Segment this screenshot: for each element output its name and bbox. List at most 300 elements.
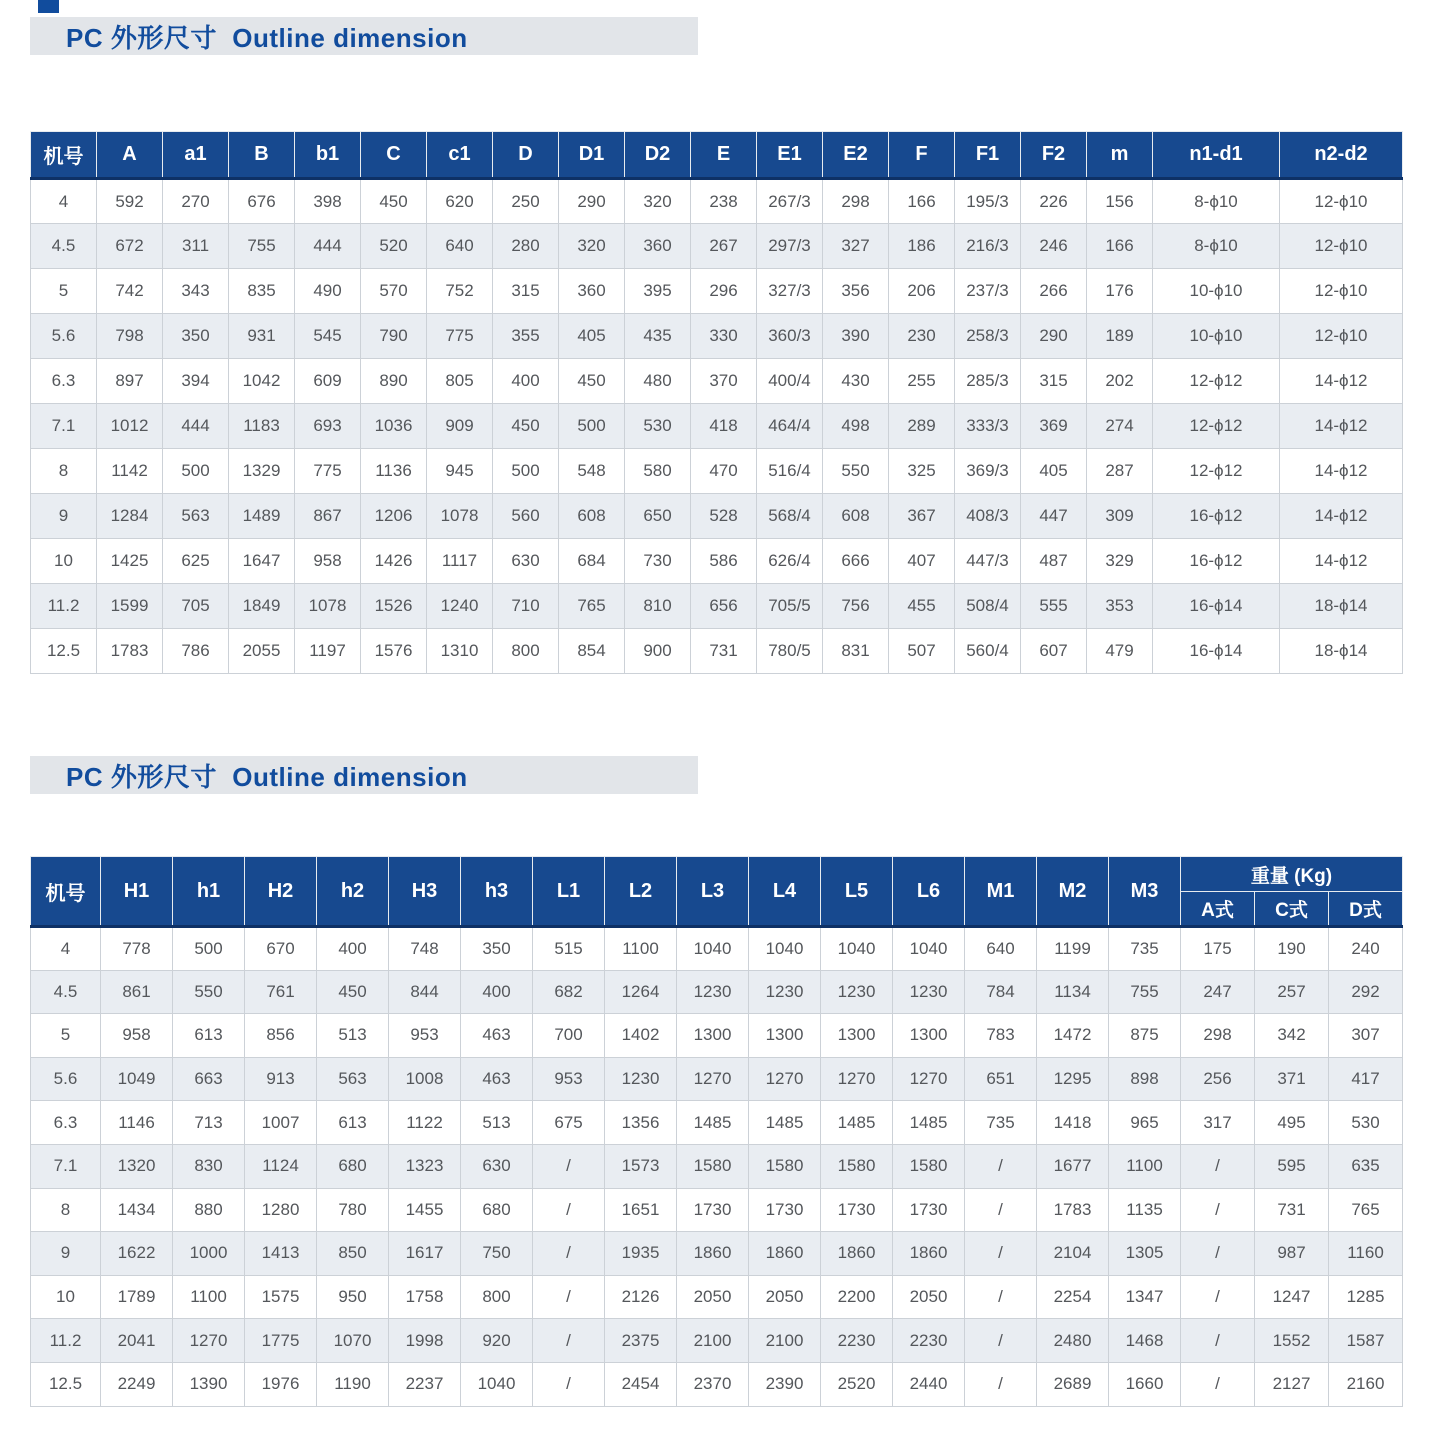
table-cell: 1230 <box>677 970 749 1014</box>
table-cell: 1100 <box>173 1275 245 1319</box>
table-cell: 342 <box>1255 1014 1329 1058</box>
table-cell: 1042 <box>229 359 295 404</box>
column-header: M3 <box>1109 857 1181 927</box>
table-cell: 1998 <box>389 1319 461 1363</box>
table-cell: 226 <box>1021 179 1087 224</box>
table-cell: 1730 <box>749 1188 821 1232</box>
table-cell: 1040 <box>893 927 965 971</box>
table-cell: 14-ϕ12 <box>1280 449 1403 494</box>
table-cell: 563 <box>317 1057 389 1101</box>
table-cell: 1580 <box>893 1144 965 1188</box>
table-cell: 1300 <box>677 1014 749 1058</box>
table-cell: 560 <box>493 494 559 539</box>
table-cell: 830 <box>173 1144 245 1188</box>
table-cell: 1160 <box>1329 1232 1403 1276</box>
table-cell: 1040 <box>821 927 893 971</box>
table-cell: 5 <box>31 1014 101 1058</box>
table-cell: 9 <box>31 494 97 539</box>
table-cell: 353 <box>1087 584 1153 629</box>
table-cell: 250 <box>493 179 559 224</box>
table-cell: 897 <box>97 359 163 404</box>
table-cell: 1264 <box>605 970 677 1014</box>
table-cell: 1310 <box>427 629 493 674</box>
table-cell: 1135 <box>1109 1188 1181 1232</box>
column-header: L6 <box>893 857 965 927</box>
table-cell: 1183 <box>229 404 295 449</box>
table-cell: 371 <box>1255 1057 1329 1101</box>
table-cell: 550 <box>173 970 245 1014</box>
table2-header-row <box>31 857 1403 892</box>
table-cell: 450 <box>317 970 389 1014</box>
column-header: L5 <box>821 857 893 927</box>
table-cell: 713 <box>173 1101 245 1145</box>
table-cell: 206 <box>889 269 955 314</box>
table-cell: 447/3 <box>955 539 1021 584</box>
table-cell: 417 <box>1329 1057 1403 1101</box>
table-cell: 1040 <box>461 1362 533 1406</box>
table-cell: 1356 <box>605 1101 677 1145</box>
table-cell: / <box>965 1188 1037 1232</box>
column-header: C <box>361 132 427 179</box>
table-row <box>31 584 1403 629</box>
table-cell: 5 <box>31 269 97 314</box>
table-cell: 166 <box>1087 224 1153 269</box>
table-cell: 676 <box>229 179 295 224</box>
table-cell: 247 <box>1181 970 1255 1014</box>
table-cell: 367 <box>889 494 955 539</box>
table-cell: 2390 <box>749 1362 821 1406</box>
table-cell: 1472 <box>1037 1014 1109 1058</box>
table-cell: / <box>1181 1275 1255 1319</box>
table-cell: 950 <box>317 1275 389 1319</box>
table-cell: 500 <box>163 449 229 494</box>
table-cell: 854 <box>559 629 625 674</box>
table-cell: 1117 <box>427 539 493 584</box>
table-cell: 2230 <box>821 1319 893 1363</box>
column-header: L3 <box>677 857 749 927</box>
table-cell: 1142 <box>97 449 163 494</box>
table-cell: 586 <box>691 539 757 584</box>
table-cell: 1323 <box>389 1144 461 1188</box>
table-cell: 405 <box>559 314 625 359</box>
table-cell: 945 <box>427 449 493 494</box>
table-cell: 230 <box>889 314 955 359</box>
table-cell: 2375 <box>605 1319 677 1363</box>
table-cell: 2454 <box>605 1362 677 1406</box>
section-title-bar-2 <box>30 756 698 794</box>
table-cell: 1860 <box>749 1232 821 1276</box>
table-cell: 329 <box>1087 539 1153 584</box>
table-cell: 783 <box>965 1014 1037 1058</box>
table-cell: 12-ϕ10 <box>1280 224 1403 269</box>
table-cell: 18-ϕ14 <box>1280 629 1403 674</box>
table-cell: 292 <box>1329 970 1403 1014</box>
table-cell: 2200 <box>821 1275 893 1319</box>
table-cell: 369 <box>1021 404 1087 449</box>
table-cell: / <box>533 1188 605 1232</box>
table-cell: 240 <box>1329 927 1403 971</box>
table-row <box>31 539 1403 584</box>
table-cell: 12-ϕ12 <box>1153 449 1280 494</box>
column-header: M1 <box>965 857 1037 927</box>
table-cell: 1489 <box>229 494 295 539</box>
table-cell: 330 <box>691 314 757 359</box>
table-cell: 835 <box>229 269 295 314</box>
table-cell: 2480 <box>1037 1319 1109 1363</box>
table-cell: / <box>533 1144 605 1188</box>
table-cell: 630 <box>493 539 559 584</box>
table-cell: 507 <box>889 629 955 674</box>
table-row <box>31 314 1403 359</box>
table-cell: 850 <box>317 1232 389 1276</box>
table-cell: 14-ϕ12 <box>1280 359 1403 404</box>
table-cell: 16-ϕ12 <box>1153 494 1280 539</box>
table-cell: 490 <box>295 269 361 314</box>
table-cell: 1647 <box>229 539 295 584</box>
table-cell: 356 <box>823 269 889 314</box>
table-cell: 520 <box>361 224 427 269</box>
column-header: F1 <box>955 132 1021 179</box>
table-cell: 1622 <box>101 1232 173 1276</box>
table-cell: 1552 <box>1255 1319 1329 1363</box>
table1-body <box>31 179 1403 674</box>
table-cell: 1008 <box>389 1057 461 1101</box>
table-cell: 1485 <box>893 1101 965 1145</box>
table-cell: 464/4 <box>757 404 823 449</box>
table-cell: 2127 <box>1255 1362 1329 1406</box>
table-cell: 765 <box>559 584 625 629</box>
table-row <box>31 1362 1403 1406</box>
table-cell: / <box>965 1319 1037 1363</box>
table-cell: 258/3 <box>955 314 1021 359</box>
table-cell: 350 <box>163 314 229 359</box>
table-cell: 500 <box>559 404 625 449</box>
table-cell: 1651 <box>605 1188 677 1232</box>
table-cell: 1573 <box>605 1144 677 1188</box>
table-cell: 12-ϕ12 <box>1153 359 1280 404</box>
table-cell: / <box>1181 1144 1255 1188</box>
table-cell: 317 <box>1181 1101 1255 1145</box>
table-cell: 1575 <box>245 1275 317 1319</box>
table-cell: / <box>1181 1319 1255 1363</box>
table-cell: 10-ϕ10 <box>1153 314 1280 359</box>
table-cell: 297/3 <box>757 224 823 269</box>
table-cell: 444 <box>163 404 229 449</box>
table-cell: 780 <box>317 1188 389 1232</box>
table-cell: 1012 <box>97 404 163 449</box>
column-header: L1 <box>533 857 605 927</box>
column-header: h3 <box>461 857 533 927</box>
table-cell: 1270 <box>821 1057 893 1101</box>
table-cell: 1468 <box>1109 1319 1181 1363</box>
table-cell: 7.1 <box>31 404 97 449</box>
table-cell: 1789 <box>101 1275 173 1319</box>
table-cell: 880 <box>173 1188 245 1232</box>
table-cell: 4 <box>31 927 101 971</box>
table-cell: 1230 <box>749 970 821 1014</box>
column-header: E2 <box>823 132 889 179</box>
table-cell: 2050 <box>893 1275 965 1319</box>
table-cell: 1677 <box>1037 1144 1109 1188</box>
table-cell: 530 <box>1329 1101 1403 1145</box>
table-cell: 786 <box>163 629 229 674</box>
table-cell: 920 <box>461 1319 533 1363</box>
column-header: h2 <box>317 857 389 927</box>
table-cell: 16-ϕ14 <box>1153 629 1280 674</box>
table-cell: 1134 <box>1037 970 1109 1014</box>
table-cell: 775 <box>427 314 493 359</box>
table-cell: 563 <box>163 494 229 539</box>
table-cell: 315 <box>1021 359 1087 404</box>
table-row <box>31 494 1403 539</box>
table-cell: 1783 <box>1037 1188 1109 1232</box>
table-cell: 1240 <box>427 584 493 629</box>
table-cell: 2370 <box>677 1362 749 1406</box>
table-row <box>31 1014 1403 1058</box>
table-cell: 1426 <box>361 539 427 584</box>
table-cell: 735 <box>1109 927 1181 971</box>
table-cell: 238 <box>691 179 757 224</box>
table-cell: 595 <box>1255 1144 1329 1188</box>
table-cell: 672 <box>97 224 163 269</box>
table-cell: 609 <box>295 359 361 404</box>
table-cell: 450 <box>493 404 559 449</box>
table-cell: 909 <box>427 404 493 449</box>
table-cell: 666 <box>823 539 889 584</box>
column-header: b1 <box>295 132 361 179</box>
table-row <box>31 629 1403 674</box>
table-cell: 2100 <box>749 1319 821 1363</box>
table-cell: 1730 <box>677 1188 749 1232</box>
table-cell: 498 <box>823 404 889 449</box>
table-cell: 257 <box>1255 970 1329 1014</box>
table-cell: 810 <box>625 584 691 629</box>
table-cell: 867 <box>295 494 361 539</box>
table-cell: 1206 <box>361 494 427 539</box>
table-cell: 202 <box>1087 359 1153 404</box>
table-cell: 778 <box>101 927 173 971</box>
table-cell: 1230 <box>821 970 893 1014</box>
table-cell: 798 <box>97 314 163 359</box>
column-header: n1-d1 <box>1153 132 1280 179</box>
table-cell: 1783 <box>97 629 163 674</box>
table-row <box>31 1319 1403 1363</box>
section-title-1: PC 外形尺寸 Outline dimension <box>66 22 468 53</box>
table-cell: 195/3 <box>955 179 1021 224</box>
table-cell: 333/3 <box>955 404 1021 449</box>
table-cell: 1860 <box>677 1232 749 1276</box>
table-cell: 14-ϕ12 <box>1280 539 1403 584</box>
table-cell: 710 <box>493 584 559 629</box>
column-header: 机号 <box>31 857 101 927</box>
table-cell: 390 <box>823 314 889 359</box>
table-cell: 2050 <box>749 1275 821 1319</box>
table-cell: 570 <box>361 269 427 314</box>
table-cell: 958 <box>295 539 361 584</box>
table-cell: 1320 <box>101 1144 173 1188</box>
table-cell: 620 <box>427 179 493 224</box>
table-cell: 670 <box>245 927 317 971</box>
table-cell: 450 <box>361 179 427 224</box>
table-cell: 11.2 <box>31 1319 101 1363</box>
table-cell: 190 <box>1255 927 1329 971</box>
table-cell: 1146 <box>101 1101 173 1145</box>
table-cell: 1270 <box>173 1319 245 1363</box>
table-cell: 6.3 <box>31 359 97 404</box>
table-cell: 296 <box>691 269 757 314</box>
table-cell: 607 <box>1021 629 1087 674</box>
column-header: B <box>229 132 295 179</box>
table-cell: 1300 <box>749 1014 821 1058</box>
table-cell: 246 <box>1021 224 1087 269</box>
table-cell: 513 <box>317 1014 389 1058</box>
table-cell: 2100 <box>677 1319 749 1363</box>
column-header: D <box>493 132 559 179</box>
table-cell: 555 <box>1021 584 1087 629</box>
table-cell: 684 <box>559 539 625 584</box>
table-cell: 1247 <box>1255 1275 1329 1319</box>
table-cell: 1280 <box>245 1188 317 1232</box>
table-cell: 274 <box>1087 404 1153 449</box>
table-cell: 1576 <box>361 629 427 674</box>
column-header: H3 <box>389 857 461 927</box>
table-cell: 400 <box>317 927 389 971</box>
table-cell: 730 <box>625 539 691 584</box>
column-header: E1 <box>757 132 823 179</box>
column-header: n2-d2 <box>1280 132 1403 179</box>
table-cell: 765 <box>1329 1188 1403 1232</box>
weight-column-header: C式 <box>1255 892 1329 927</box>
table-cell: 400 <box>493 359 559 404</box>
table-cell: 705 <box>163 584 229 629</box>
column-header: A <box>97 132 163 179</box>
table-cell: 355 <box>493 314 559 359</box>
table-cell: 1434 <box>101 1188 173 1232</box>
table-cell: 1860 <box>893 1232 965 1276</box>
table-cell: 1007 <box>245 1101 317 1145</box>
table-cell: 405 <box>1021 449 1087 494</box>
weight-column-header: A式 <box>1181 892 1255 927</box>
column-header: L4 <box>749 857 821 927</box>
table-cell: 568/4 <box>757 494 823 539</box>
table-cell: 900 <box>625 629 691 674</box>
table-cell: 613 <box>173 1014 245 1058</box>
table-cell: 500 <box>493 449 559 494</box>
table-cell: 516/4 <box>757 449 823 494</box>
table-cell: 2126 <box>605 1275 677 1319</box>
table-cell: 1485 <box>677 1101 749 1145</box>
table-cell: 1036 <box>361 404 427 449</box>
table-cell: 1526 <box>361 584 427 629</box>
table-cell: 289 <box>889 404 955 449</box>
table-cell: 1100 <box>1109 1144 1181 1188</box>
weight-column-header: D式 <box>1329 892 1403 927</box>
column-header: F2 <box>1021 132 1087 179</box>
table-cell: 1078 <box>295 584 361 629</box>
table-cell: 513 <box>461 1101 533 1145</box>
table-cell: 700 <box>533 1014 605 1058</box>
table-cell: 987 <box>1255 1232 1329 1276</box>
table-cell: 11.2 <box>31 584 97 629</box>
table-cell: 1230 <box>893 970 965 1014</box>
table-cell: 495 <box>1255 1101 1329 1145</box>
table-cell: 680 <box>461 1188 533 1232</box>
table-cell: 487 <box>1021 539 1087 584</box>
table-cell: 311 <box>163 224 229 269</box>
column-header: F <box>889 132 955 179</box>
table-cell: 398 <box>295 179 361 224</box>
table-cell: 861 <box>101 970 173 1014</box>
table-cell: 267 <box>691 224 757 269</box>
table-cell: 953 <box>533 1057 605 1101</box>
table-cell: 755 <box>1109 970 1181 1014</box>
table-cell: 350 <box>461 927 533 971</box>
column-header: L2 <box>605 857 677 927</box>
column-header: M2 <box>1037 857 1109 927</box>
table-cell: 360 <box>625 224 691 269</box>
table-cell: 255 <box>889 359 955 404</box>
table-cell: 327/3 <box>757 269 823 314</box>
table-cell: 480 <box>625 359 691 404</box>
table-cell: 2104 <box>1037 1232 1109 1276</box>
table-cell: 1455 <box>389 1188 461 1232</box>
table-cell: 320 <box>559 224 625 269</box>
table-cell: 455 <box>889 584 955 629</box>
table-cell: 7.1 <box>31 1144 101 1188</box>
table2-body <box>31 927 1403 1407</box>
table-cell: 953 <box>389 1014 461 1058</box>
table-cell: 176 <box>1087 269 1153 314</box>
table-cell: 444 <box>295 224 361 269</box>
table-cell: 705/5 <box>757 584 823 629</box>
table-cell: 742 <box>97 269 163 314</box>
table-cell: 755 <box>229 224 295 269</box>
table-cell: 548 <box>559 449 625 494</box>
table-cell: 1136 <box>361 449 427 494</box>
table-cell: / <box>533 1232 605 1276</box>
table-cell: 580 <box>625 449 691 494</box>
table-cell: 14-ϕ12 <box>1280 404 1403 449</box>
table-cell: 1485 <box>821 1101 893 1145</box>
table-cell: 635 <box>1329 1144 1403 1188</box>
table-cell: 800 <box>461 1275 533 1319</box>
table-cell: 1190 <box>317 1362 389 1406</box>
table-cell: 12-ϕ10 <box>1280 269 1403 314</box>
table-cell: 1485 <box>749 1101 821 1145</box>
table-cell: 2160 <box>1329 1362 1403 1406</box>
table-cell: 1580 <box>821 1144 893 1188</box>
section-title-2: PC 外形尺寸 Outline dimension <box>66 761 468 792</box>
table-cell: 4.5 <box>31 970 101 1014</box>
table-cell: 4.5 <box>31 224 97 269</box>
table-cell: 898 <box>1109 1057 1181 1101</box>
table-cell: 307 <box>1329 1014 1403 1058</box>
column-header: D1 <box>559 132 625 179</box>
table-cell: 5.6 <box>31 1057 101 1101</box>
table-row <box>31 1275 1403 1319</box>
table-row <box>31 224 1403 269</box>
table-row <box>31 404 1403 449</box>
table-cell: 1935 <box>605 1232 677 1276</box>
table-cell: / <box>533 1319 605 1363</box>
table-cell: 12.5 <box>31 629 97 674</box>
table-cell: 430 <box>823 359 889 404</box>
table-cell: 731 <box>1255 1188 1329 1232</box>
table-cell: 682 <box>533 970 605 1014</box>
table-cell: 756 <box>823 584 889 629</box>
table-cell: 479 <box>1087 629 1153 674</box>
table-cell: 14-ϕ12 <box>1280 494 1403 539</box>
